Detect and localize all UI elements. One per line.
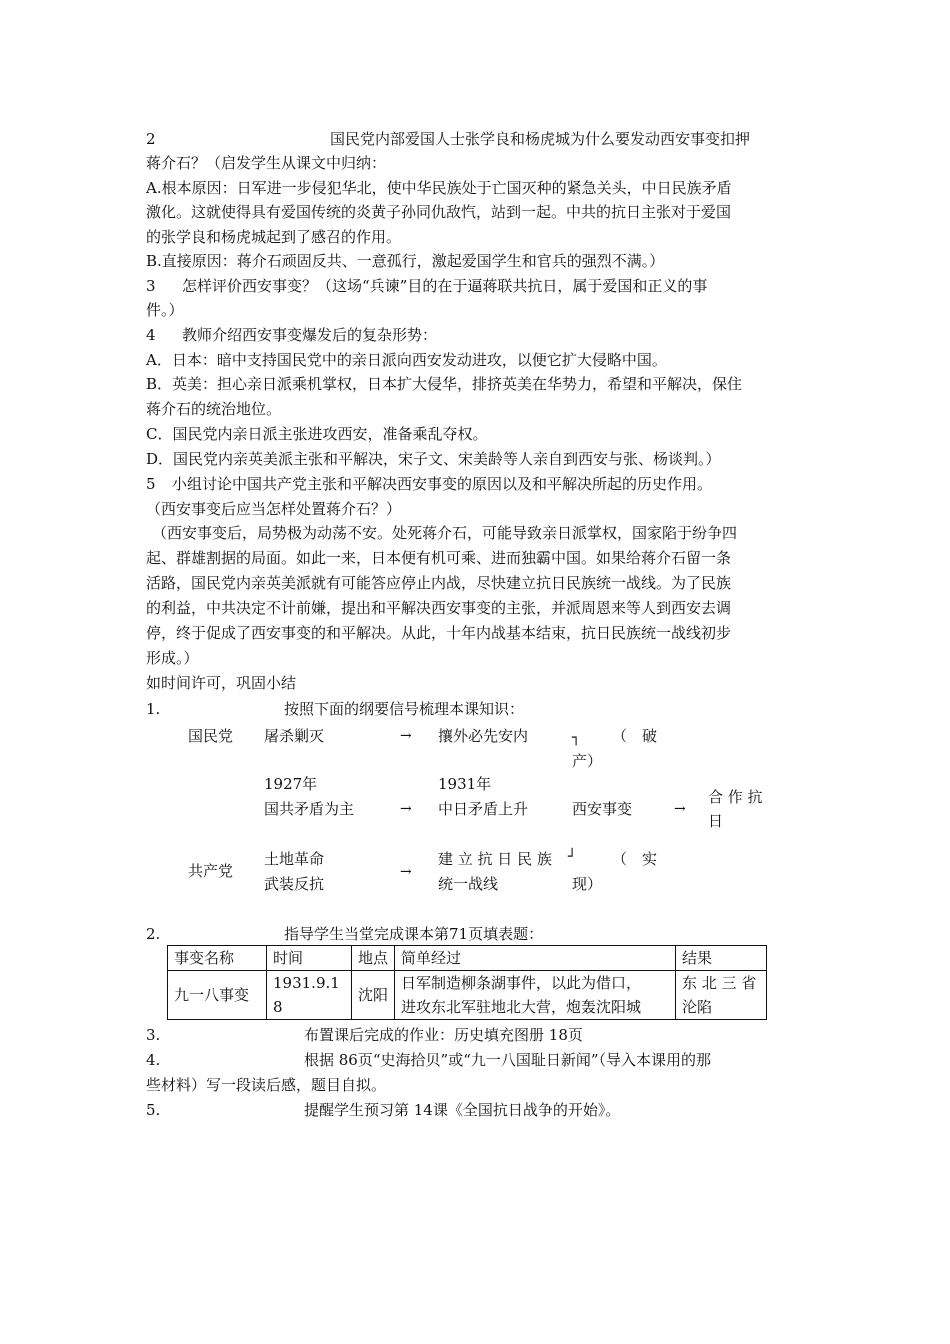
q2-reason-a-1: A.根本原因：日军进一步侵犯华北，使中华民族处于亡国灭种的紧急关头，中日民族矛盾 xyxy=(146,179,732,197)
q4-question: 教师介绍西安事变爆发后的复杂形势： xyxy=(182,326,438,344)
table-row xyxy=(168,971,767,1020)
diagram-front-a: 建 立 抗 日 民 族 xyxy=(438,850,552,868)
event-time-b: 8 xyxy=(273,998,283,1016)
event-desc-cell xyxy=(395,971,676,1020)
q4-pro-west: D．国民党内亲英美派主张和平解决，宋子文、宋美龄等人亲自到西安与张、杨谈判。） xyxy=(146,450,721,468)
diagram-conflict-1: 国共矛盾为主 xyxy=(264,800,355,818)
diagram-kmt-slogan: 攘外必先安内 xyxy=(438,727,529,745)
q2-reason-b: B.直接原因：蒋介石顽固反共、一意孤行，激起爱国学生和官兵的强烈不满。） xyxy=(146,252,665,270)
summary-4-text: 根据 86页“史海拾贝”或“九一八国耻日新闻”（导入本课用的那 xyxy=(304,1051,712,1069)
summary-intro: 如时间许可，巩固小结 xyxy=(146,674,297,692)
q5-line2: （西安事变后应当怎样处置蒋介石？） xyxy=(146,500,402,518)
table-header-row xyxy=(168,946,767,971)
event-place-cell: 沈阳 xyxy=(352,971,395,1020)
summary-item-4-cont: 些材料）写一段读后感，题目自拟。 xyxy=(146,1076,387,1094)
q2-reason-a-3: 的张学良和杨虎城起到了感召的作用。 xyxy=(146,228,402,246)
q5-para-5: 停，终于促成了西安事变的和平解决。从此，十年内战基本结束，抗日民族统一战线初步 xyxy=(146,624,732,642)
q5-para-1: （西安事变后，局势极为动荡不安。处死蒋介石，可能导致亲日派掌权，国家陷于纷争四 xyxy=(152,524,738,542)
corner-bracket-top-icon: ┐ xyxy=(572,730,581,746)
table-header-cell: 地点 xyxy=(352,946,395,971)
q4-number: 4 xyxy=(146,326,156,344)
arrow-right-icon: → xyxy=(400,801,412,817)
q3-line1 xyxy=(146,274,810,298)
q5-para-3: 活路，国民党内亲英美派就有可能答应停止内战，尽快建立抗日民族统一战线。为了民族 xyxy=(146,574,732,592)
q4-uk-us-1: B．英美：担心亲日派乘机掌权，日本扩大侵华，排挤英美在华势力，希望和平解决，保住 xyxy=(146,375,743,393)
event-table xyxy=(167,945,767,1020)
q4-pro-japan: C．国民党内亲日派主张进攻西安，准备乘乱夺权。 xyxy=(146,425,488,443)
diagram-year-1931: 1931年 xyxy=(438,775,492,793)
q2-number: 2 xyxy=(146,130,156,148)
event-name-cell: 九一八事变 xyxy=(168,971,267,1020)
summary-3-text: 布置课后完成的作业：历史填充图册 18页 xyxy=(304,1026,583,1044)
corner-bracket-bottom-icon: ┘ xyxy=(568,849,577,865)
summary-item-3 xyxy=(146,1023,810,1047)
event-result-a: 东 北 三 省 xyxy=(682,974,757,992)
diagram-break-a: （ 破 xyxy=(612,727,658,745)
arrow-right-icon: → xyxy=(400,728,412,744)
q4-uk-us-2: 蒋介石的统治地位。 xyxy=(146,400,282,418)
event-result-b: 沦陷 xyxy=(682,998,713,1016)
table-header-cell: 事变名称 xyxy=(168,946,267,971)
summary-3-number: 3. xyxy=(146,1026,161,1044)
q3-line2: 件。） xyxy=(146,301,184,319)
summary-5-number: 5. xyxy=(146,1101,161,1119)
q5-line1 xyxy=(146,472,810,496)
event-time-cell xyxy=(267,971,352,1020)
diagram-kmt-policy: 屠杀剿灭 xyxy=(264,727,325,745)
diagram-real-a: （ 实 xyxy=(612,850,658,868)
table-header-cell: 简单经过 xyxy=(395,946,676,971)
q2-question: 国民党内部爱国人士张学良和杨虎城为什么要发动西安事变扣押 xyxy=(330,130,751,148)
q5-number: 5 xyxy=(146,475,156,493)
arrow-right-icon: → xyxy=(400,864,412,880)
summary-2-text: 指导学生当堂完成课本第71页填表题： xyxy=(284,925,544,943)
event-time-a: 1931.9.1 xyxy=(273,974,340,992)
summary-item-5 xyxy=(146,1098,810,1122)
q4-japan: A．日本：暗中支持国民党中的亲日派向西安发动进攻，以便它扩大侵略中国。 xyxy=(146,351,667,369)
summary-1-number: 1. xyxy=(146,700,161,718)
diagram-real-b: 现） xyxy=(572,875,603,893)
diagram-break-b: 产） xyxy=(572,752,603,770)
summary-item-2 xyxy=(146,922,810,946)
event-desc-b: 进攻东北军驻地北大营，炮轰沈阳城 xyxy=(401,998,642,1016)
diagram-coop-a: 合 作 抗 xyxy=(708,788,763,806)
summary-4-number: 4. xyxy=(146,1051,161,1069)
q2-line2: 蒋介石？（启发学生从课文中归纳： xyxy=(146,154,387,172)
table-header-cell: 结果 xyxy=(676,946,767,971)
q4-line1 xyxy=(146,323,810,347)
arrow-right-icon: → xyxy=(674,801,686,817)
q2-reason-a-2: 激化。这就使得具有爱国传统的炎黄子孙同仇敌忾，站到一起。中共的抗日主张对于爱国 xyxy=(146,203,732,221)
q5-question: 小组讨论中国共产党主张和平解决西安事变的原因以及和平解决所起的历史作用。 xyxy=(172,475,713,493)
q5-para-2: 起、群雄割据的局面。如此一来，日本便有机可乘、进而独霸中国。如果给蒋介石留一条 xyxy=(146,549,732,567)
diagram-year-1927: 1927年 xyxy=(264,775,318,793)
summary-2-number: 2. xyxy=(146,925,161,943)
diagram-conflict-2: 中日矛盾上升 xyxy=(438,800,529,818)
q5-para-6: 形成。） xyxy=(146,649,199,667)
summary-item-1 xyxy=(146,697,810,721)
diagram-kmt: 国民党 xyxy=(188,727,234,745)
summary-5-text: 提醒学生预习第 14课《全国抗日战争的开始》。 xyxy=(304,1101,621,1119)
diagram-front-b: 统一战线 xyxy=(438,875,499,893)
q3-number: 3 xyxy=(146,277,156,295)
table-header-cell: 时间 xyxy=(267,946,352,971)
diagram-cpc-policy-2: 武装反抗 xyxy=(264,875,325,893)
q5-para-4: 的利益，中共决定不计前嫌，提出和平解决西安事变的主张，并派周恩来等人到西安去调 xyxy=(146,599,732,617)
q3-question: 怎样评价西安事变？（这场“兵谏”目的在于逼蒋联共抗日，属于爱国和正义的事 xyxy=(182,277,708,295)
diagram-cpc-policy-1: 土地革命 xyxy=(264,850,325,868)
event-desc-a: 日军制造柳条湖事件，以此为借口， xyxy=(401,974,642,992)
summary-1-text: 按照下面的纲要信号梳理本课知识： xyxy=(284,700,525,718)
summary-item-4 xyxy=(146,1048,810,1072)
q2-line1 xyxy=(146,127,810,151)
diagram-coop-b: 日 xyxy=(708,812,724,830)
event-result-cell xyxy=(676,971,767,1020)
diagram-cpc: 共产党 xyxy=(188,862,234,880)
diagram-xian-incident: 西安事变 xyxy=(572,800,633,818)
